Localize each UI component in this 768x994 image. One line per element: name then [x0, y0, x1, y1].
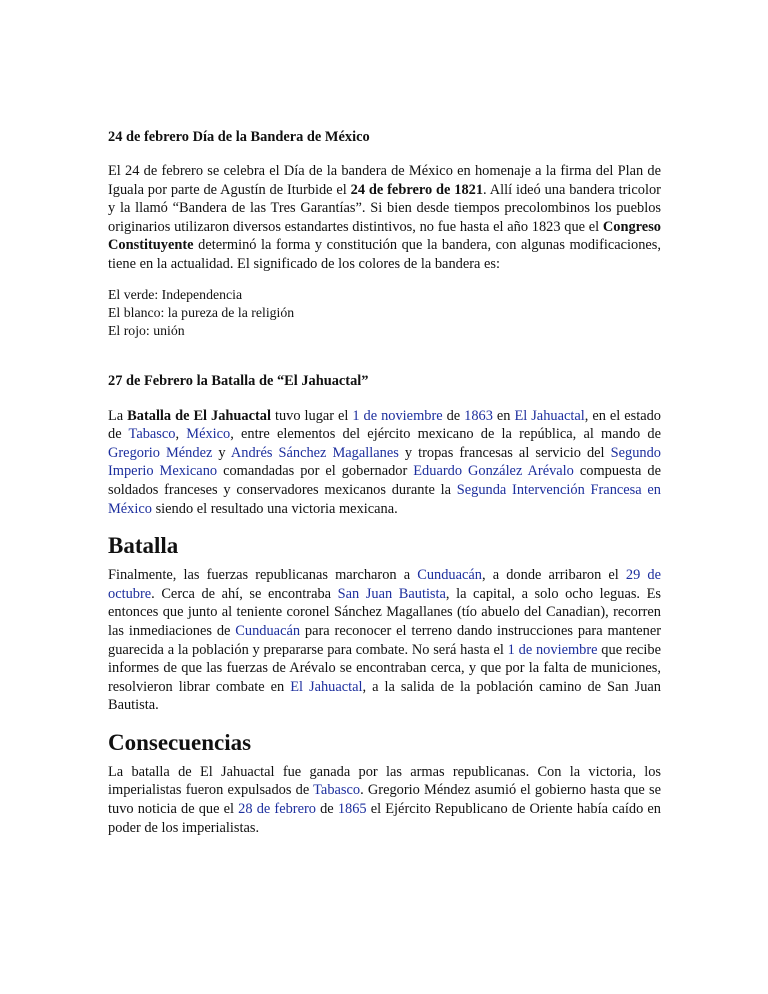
link-28-febrero[interactable]: 28 de febrero	[238, 801, 316, 818]
flag-colors-list	[108, 286, 661, 340]
color-red: El rojo: unión	[108, 322, 185, 338]
link-gregorio-mendez[interactable]: Gregorio Méndez	[108, 444, 213, 461]
section3-heading: Batalla	[108, 533, 179, 559]
batalla-bold: Batalla de El Jahuactal	[127, 407, 271, 424]
section2-paragraph: La Batalla de El Jahuactal tuvo lugar el 1 de noviembre de 1863 en El Jahuactal, en el estado de Tabasco, México, entre elementos del ejército mexicano de la república, al mando de Gregorio Méndez y Andrés Sánchez Magallanes y tropas francesas al servicio del Segundo Imperio Mexicano comandadas por el gobernador Eduardo González Arévalo compuesta de soldados franceses y conservadores mexicanos durante la Segunda Intervención Francesa en México siendo el resultado una victoria mexicana.	[108, 407, 661, 517]
date-1821: 24 de febrero de 1821	[350, 181, 484, 198]
link-eduardo-gonzalez-arevalo[interactable]: Eduardo González Arévalo	[413, 463, 574, 480]
link-segunda-intervencion[interactable]: Segunda Intervención Francesa en México	[108, 481, 661, 517]
link-cunduacan-2[interactable]: Cunduacán	[235, 622, 301, 639]
section4-paragraph: La batalla de El Jahuactal fue ganada por las armas republicanas. Con la victoria, los imperialistas fueron expulsados de Tabasco. Gregorio Méndez asumió el gobierno hasta que se tuvo noticia de que el 28 de febrero de 1865 el Ejército Republicano de Oriente había caído en poder de los imperialistas.	[108, 763, 662, 836]
section4-heading: Consecuencias	[108, 729, 252, 755]
color-green: El verde: Independencia	[108, 286, 243, 302]
document-page	[108, 110, 661, 837]
section1-paragraph: El 24 de febrero se celebra el Día de la bandera de México en homenaje a la firma del Plan de Iguala por parte de Agustín de Iturbide el 24 de febrero de 1821. Allí ideó una bandera tricolor y la llamó “Bandera de las Tres Garantías”. Si bien desde tiempos precolombinos los pueblos originarios utilizaron diversos estandartes distintivos, no fue hasta el año 1823 que el Congreso Constituyente determinó la forma y constitución que la bandera, con algunas modificaciones, tiene en la actualidad. El significado de los colores de la bandera es:	[108, 163, 661, 272]
section2-heading: 27 de Febrero la Batalla de “El Jahuactal”	[108, 372, 369, 389]
link-mexico[interactable]: México	[186, 426, 231, 443]
link-tabasco-2[interactable]: Tabasco	[313, 782, 361, 799]
link-el-jahuactal[interactable]: El Jahuactal	[514, 407, 585, 424]
section1-heading: 24 de febrero Día de la Bandera de México	[108, 129, 370, 145]
link-san-juan-bautista[interactable]: San Juan Bautista	[337, 585, 446, 602]
link-segundo-imperio-mexicano[interactable]: Segundo Imperio Mexicano	[108, 444, 661, 480]
section3-paragraph: Finalmente, las fuerzas republicanas marcharon a Cunduacán, a donde arribaron el 29 de octubre. Cerca de ahí, se encontraba San Juan Bautista, la capital, a solo ocho leguas. Es entonces que junto al teniente coronel Sánchez Magallanes (tío abuelo del Canadian), recorren las inmediaciones de Cunduacán para reconocer el terreno dando instrucciones para mantener guarecida a la población y prepararse para combate. No será hasta el 1 de noviembre que recibe informes de que las fuerzas de Arévalo se encontraban cerca, y que por la falta de municiones, resolvieron librar combate en El Jahuactal, a la salida de la población camino de San Juan Bautista.	[108, 567, 662, 714]
link-1-noviembre[interactable]: 1 de noviembre	[352, 407, 443, 424]
link-andres-sanchez-magallanes[interactable]: Andrés Sánchez Magallanes	[230, 444, 399, 461]
link-1-noviembre-2[interactable]: 1 de noviembre	[507, 641, 598, 658]
link-tabasco[interactable]: Tabasco	[128, 426, 176, 443]
congreso-constituyente: Congreso Constituyente	[108, 218, 661, 254]
link-1863[interactable]: 1863	[464, 407, 493, 424]
link-29-octubre[interactable]: 29 de octubre	[108, 567, 662, 602]
link-el-jahuactal-2[interactable]: El Jahuactal	[290, 678, 363, 695]
link-cunduacan[interactable]: Cunduacán	[417, 567, 482, 584]
link-1865[interactable]: 1865	[337, 801, 367, 818]
color-white: El blanco: la pureza de la religión	[108, 304, 295, 320]
